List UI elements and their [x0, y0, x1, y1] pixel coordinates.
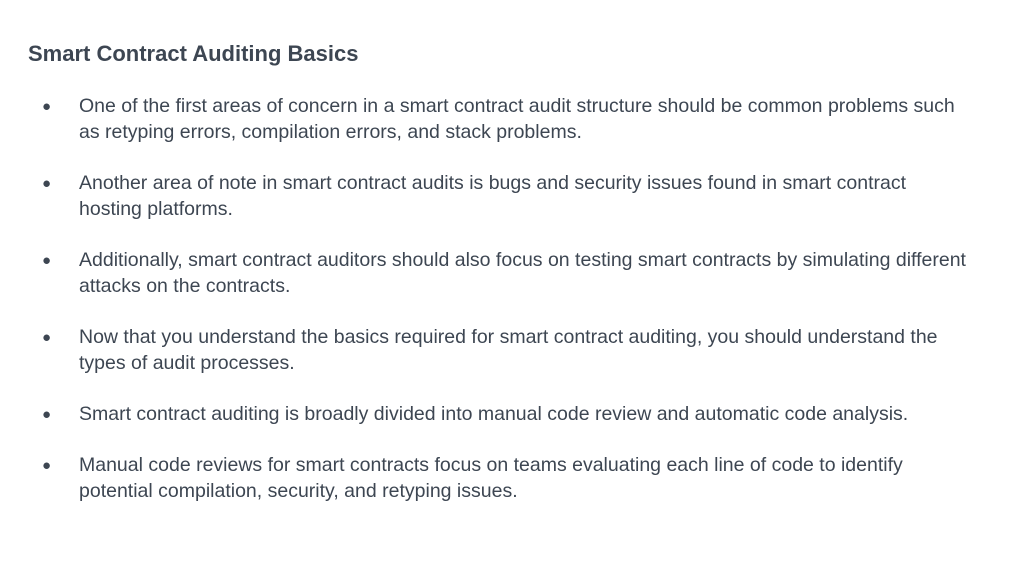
bullet-item — [0, 247, 989, 299]
bullet-dot-icon: ● — [42, 329, 52, 346]
bullet-item — [0, 401, 974, 427]
bullet-item — [0, 93, 974, 145]
slide-title: Smart Contract Auditing Basics — [28, 41, 359, 66]
bullet-item — [0, 324, 974, 376]
bullet-text: Additionally, smart contract auditors should also focus on testing smart contracts by simulating different attacks on the contracts. — [79, 249, 966, 297]
bullet-text: One of the first areas of concern in a smart contract audit structure should be common problems such as retyping errors, compilation errors, and stack problems. — [79, 95, 955, 143]
bullet-dot-icon: ● — [42, 252, 52, 269]
bullet-dot-icon: ● — [42, 406, 52, 423]
bullet-dot-icon: ● — [42, 457, 52, 474]
bullet-list — [0, 93, 1000, 529]
bullet-text: Smart contract auditing is broadly divided into manual code review and automatic code analysis. — [79, 403, 909, 425]
bullet-text: Manual code reviews for smart contracts focus on teams evaluating each line of code to identify potential compilation, security, and retyping issues. — [79, 454, 903, 502]
bullet-text: Another area of note in smart contract audits is bugs and security issues found in smart contract hosting platforms. — [79, 172, 906, 220]
bullet-dot-icon: ● — [42, 98, 52, 115]
bullet-dot-icon: ● — [42, 175, 52, 192]
bullet-item — [0, 452, 974, 504]
bullet-item — [0, 170, 974, 222]
bullet-text: Now that you understand the basics required for smart contract auditing, you should understand the types of audit processes. — [79, 326, 938, 374]
